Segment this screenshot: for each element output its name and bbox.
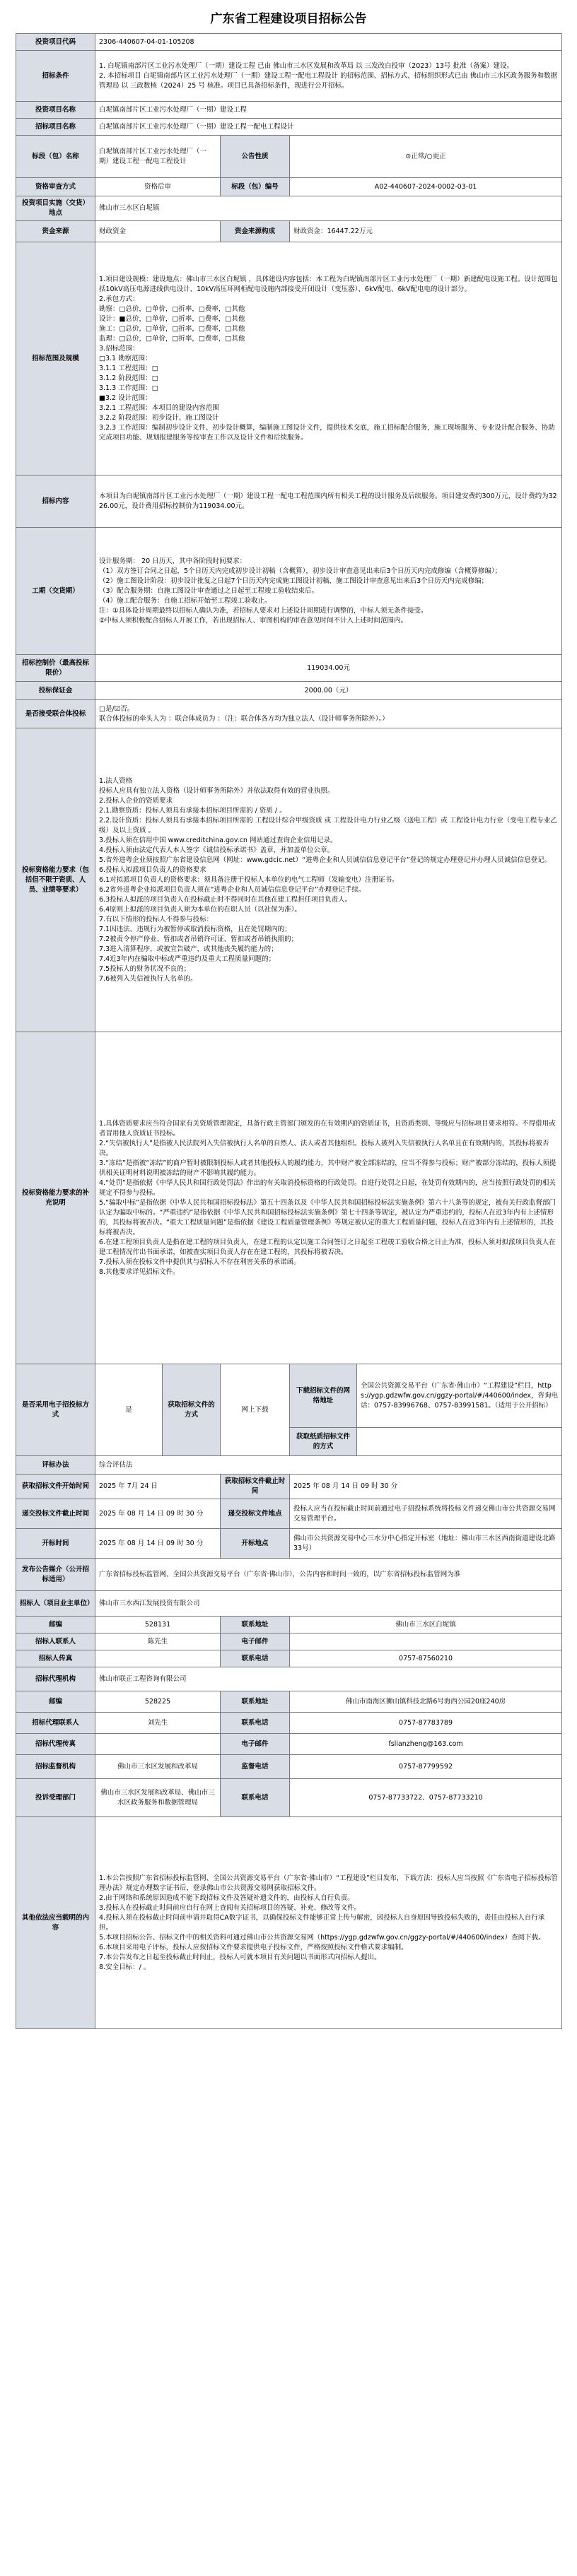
location-label: 投资项目实施（交货）地点 [16,196,95,221]
submit-place-label: 递交投标文件地点 [221,1499,290,1529]
price-label: 招标控制价（最高投标限价） [16,655,95,682]
submit-place-value: 投标人应当在投标截止时间前通过电子招投标系统将投标文件递交佛山市公共资源交易网交易管理平台。 [290,1499,562,1529]
paper-doc-label: 获取纸质招标文件的方式 [290,1428,357,1456]
agency-email-value: fslianzheng@163.com [290,1734,562,1755]
other-line: 7.本公告发布之日起至投标截止时间止，投标人可就本项目有关问题以书面形式向招标人提出。 [99,1953,381,1961]
conditions-line: 1. 白坭镇南部片区工业污水处理厂（一期）建设工程 已由 佛山市三水区发展和改革局 以 三发改白投审（2023）13号 批准（备案）建设。 [99,61,513,70]
scope-line: 2.承包方式： [99,295,139,303]
content-value: 本项目为白坭镇南部片区工业污水处理厂（一期）建设工程一配电工程范围内所有相关工程的设计服务及后续服务。项目建安费约300万元，设计费约为3226.00元，设计费用招标控制价为119034.00元。 [95,475,562,528]
tenderer-phone-value: 0757-87560210 [290,1650,562,1667]
tenderer-post-label: 邮编 [16,1617,95,1633]
qualification-line: 4.投标人须由法定代表人本人签字《诚信投标承诺书》盖章，并加盖单位公章。 [99,846,334,854]
tenderer-value: 佛山市三水西江发展投资有限公司 [95,1591,562,1617]
notice-table [16,33,562,2029]
period-line: （3）配合服务期：自施工图设计审查通过之日起至工程竣工验收结束后。 [99,586,319,595]
price-value: 119034.00元 [95,655,562,682]
location-value: 佛山市三水区白坭镇 [95,196,562,221]
lot-no-value: A02-440607-2024-0002-03-01 [290,178,562,196]
conditions-label: 招标条件 [16,51,95,102]
download-url-value[interactable]: 全国公共资源交易平台（广东省·佛山市）“工程建设”栏目，https://ygp.gdzwfw.gov.cn/ggzy-portal/#/440600/index，咨询电话：0757-83996768、0757-83991581。（适用于公开招标） [357,1364,562,1428]
qualification-line: 3.投标人须在信用中国 www.creditchina.gov.cn 网站通过查询企业信用记录。 [99,836,337,844]
other-value [95,1817,562,2029]
submit-deadline-label: 递交投标文件截止时间 [16,1499,95,1529]
obtain-method-label: 获取招标文件的方式 [163,1364,221,1456]
doc-end-value: 2025 年 08 月 14 日 09 时 30 分 [290,1475,562,1499]
consortium-note: 联合体投标的牵头人为 ：联合体成员为 ：（注：联合体各方均为独立法人（设计师事务所除外）。） [99,714,389,723]
review-label: 资格审查方式 [16,178,95,196]
qualification-line: 6.2省外进粤企业拟派项目负责人须在“进粤企业和人员诚信信息登记平台”办理登记手续。 [99,885,366,894]
qualification-line: 7.2被责令停产停业、暂扣或者吊销许可证、暂扣或者吊销执照的； [99,935,298,943]
qualification-line: 2.2.设计资质：投标人须具有承接本招标项目所需的 工程设计综合甲级资质 或 工程设计电力行业乙级（送电工程）或 工程设计电力行业（变电工程专业乙级）及以上资质 。 [99,816,557,834]
open-time-label: 开标时间 [16,1529,95,1559]
tenderer-address-value: 佛山市三水区白坭镇 [290,1617,562,1633]
scope-line: □3.1 勘察范围： [99,354,152,362]
agency-post-value: 528225 [95,1691,221,1713]
agency-email-label: 电子邮件 [221,1734,290,1755]
project-no-value: 2306-440607-04-01-105208 [95,34,562,51]
scope-line: 3.2.1 工程范围：本项目的建设内容范围 [99,403,219,412]
period-line: （4）施工配合服务：自施工招标开始至工程竣工验收止。 [99,596,272,605]
other-line: 8.安全目标：/ 。 [99,1963,151,1971]
tenderer-contact-value: 陈先生 [95,1633,221,1650]
project-name-label: 投资项目名称 [16,102,95,119]
funding-value: 财政资金 [95,221,221,242]
qualification-line: 7.1因违法、违规行为被暂停或取消投标资格，且在处罚期内的； [99,925,291,933]
open-time-value: 2025 年 08 月 14 日 09 时 30 分 [95,1529,221,1559]
consortium-label: 是否接受联合体投标 [16,700,95,728]
lot-value: 白坭镇南部片区工业污水处理厂（一期）建设工程一配电工程设计 [95,136,221,178]
doc-end-label: 获取招标文件截止时间 [221,1475,290,1499]
agency-label: 招标代理机构 [16,1667,95,1691]
tenderer-email-label: 电子邮件 [221,1633,290,1650]
credit-value [95,1032,562,1364]
content-label: 招标内容 [16,475,95,528]
qualification-line: 5.省外进粤企业须按照广东省建设信息网（网址：www.gdcic.net）“进粤企业和人员诚信信息登记平台”登记的规定办理登记并办理人员诚信信息登记。 [99,856,552,864]
review-value: 资格后审 [95,178,221,196]
qualification-line: 6.1对拟派项目负责人的资格要求：须具备注册于投标人本单位的电气工程师（发输变电）注册证书。 [99,875,399,884]
qualification-line: 7.5投标人的财务状况不良的； [99,964,191,973]
media-value: 广东省招标投标监管网、全国公共资源交易平台（广东省·佛山市），公告内容和时间一致的，以广东省招标投标监管网为准 [95,1559,562,1591]
scope-line: 设计：■总价，□单价，□折率，□费率，□其他 [99,314,245,323]
submit-deadline-value: 2025 年 08 月 14 日 09 时 30 分 [95,1499,221,1529]
credit-line: 6.在建工程项目负责人是指在建工程的项目负责人，在建工程的认定以施工合同签订之日起至工程竣工验收合格之日止为准，投标人须对拟派项目负责人在建工程情况作出书面承诺，如被查实项目负责人存在在建工程的，其投标将被否决。 [99,1238,556,1256]
project-name-value: 白坭镇南部片区工业污水处理厂（一期）建设工程 [95,102,562,119]
qualification-line: 7.有以下情形的投标人不得参与投标： [99,915,214,923]
other-line: 2.由于网络和系统原因造成不能下载招标文件及答疑补遗文件的，由投标人自行负责。 [99,1893,354,1902]
tenderer-address-label: 联系地址 [221,1617,290,1633]
project-no-label: 投资项目代码 [16,34,95,51]
complaint-value: 佛山市三水区发展和改革局、佛山市三水区政务服务和数据管理局 [95,1779,221,1817]
lot-no-label: 标段（包）编号 [221,178,290,196]
supervision-phone-value: 0757-87799592 [290,1755,562,1779]
notice-page [16,0,561,2029]
scope-line: 3.1.2 阶段范围：□ [99,374,158,382]
evaluation-label: 评标办法 [16,1456,95,1475]
doc-start-value: 2025 年 7月 24 日 [95,1475,221,1499]
deposit-label: 投标保证金 [16,682,95,700]
credit-line: 5.“骗取中标”是指依据《中华人民共和国招标投标法》第五十四条以及《中华人民共和国招标投标法实施条例》第六十八条等的规定，被有关行政监督部门认定为骗取中标的。“严重违约”是指依据《中华人民共和国招标投标法实施条例》第七十四条等规定，被认定为严重违约的，投标人在近3年内有上述情形的，其投标将被否决。“重大工程质量问题”是指依据《建设工程质量管理条例》等规定被认定的重大工程质量问题，投标人在近3年内有上述情形的，其投标将被否决。 [99,1198,556,1236]
open-place-label: 开标地点 [221,1529,290,1559]
complaint-phone-value: 0757-87733722、0757-87733210 [290,1779,562,1817]
period-line: 注：①具体设计周期最终以招标人确认为准，若招标人要求对上述设计周期进行调整的，中标人须无条件接受。 [99,606,428,615]
period-line: ②中标人须积极配合招标人开展工作，若出现招标人、审图机构的审查意见时间不计入上述时间范围内。 [99,616,408,625]
agency-address-label: 联系地址 [221,1691,290,1713]
scope-line: 施工：□总价，□单价，□折率，□费率，□其他 [99,324,245,333]
electronic-value: 是 [95,1364,163,1456]
consortium-value [95,700,562,728]
deposit-value: 2000.00（元） [95,682,562,700]
agency-contact-value: 刘先生 [95,1713,221,1734]
agency-address-value: 佛山市南海区狮山镇科技北路6号海西公园20座240房 [290,1691,562,1713]
qualification-line: 6.4原则上拟派的项目负责人须为本单位的在职人员（以社保为准）。 [99,905,301,914]
other-line: 4.投标人须在投标截止时间前申请并取得CA数字证书，以确保投标文件能够正常上传与解密，因投标人自身原因导致投标失败的，责任由投标人自行承担。 [99,1913,545,1932]
conditions-line: 2. 本招标项目 白坭镇南部片区工业污水处理厂（一期）建设工程一配电工程设计 的招标范围、招标方式、招标组织形式已由 佛山市三水区政务服务和数据管理局 以 三政数核（2024）25 号 核准。项目已具备招标条件，现进行公开招标。 [99,71,558,90]
tenderer-contact-label: 招标人联系人 [16,1633,95,1650]
supervision-value: 佛山市三水区发展和改革局 [95,1755,221,1779]
agency-phone-label: 联系电话 [221,1713,290,1734]
tenderer-phone-label: 联系电话 [221,1650,290,1667]
other-line: 5.本项目招标公告、招标文件中的相关资料可通过佛山市公共资源交易网（https://ygp.gdzwfw.gov.cn/ggzy-portal/#/440600/index）查阅下载。 [99,1933,545,1942]
qualification-line: 7.3进入清算程序，或被宣告破产，或其他丧失履约能力的； [99,945,278,953]
qualification-line: 2.1.勘察资质：投标人须具有承接本招标项目所需的 / 资质 / 。 [99,806,286,815]
doc-start-label: 获取招标文件开始时间 [16,1475,95,1499]
tender-name-value: 白坭镇南部片区工业污水处理厂（一期）建设工程一配电工程设计 [95,119,562,136]
period-value [95,528,562,655]
tenderer-label: 招标人（项目业主单位） [16,1591,95,1617]
agency-contact-label: 招标代理联系人 [16,1713,95,1734]
media-label: 发布公告媒介（公开招标适用） [16,1559,95,1591]
other-line: 6.本项目采用电子评标，投标人应按招标文件要求提供电子投标文件，严格按照投标文件格式要求编制。 [99,1943,408,1951]
open-place-value: 佛山市公共资源交易中心三水分中心指定开标室（地址：佛山市三水区西南街道建设北路33号） [290,1529,562,1559]
credit-line: 4.“处罚”是指依据《中华人民共和国行政处罚法》作出的有关取消投标资格的行政处罚。自进行处罚之日起，在处罚有效期内的，应当按照行政处罚的相关规定不得参与投标。 [99,1178,556,1197]
credit-line: 7.投标人须在投标文件中提供其与招标人不存在利害关系的承诺函。 [99,1258,301,1266]
scope-line: 3.招标范围： [99,344,139,353]
qualification-line: 6.投标人拟派项目负责人的资格要求 [99,865,206,874]
evaluation-value: 综合评估法 [95,1456,562,1475]
scope-line: 监理：□总价，□单价，□折率，□费率，□其他 [99,334,245,343]
paper-doc-value [357,1428,562,1456]
tenderer-post-value: 528131 [95,1617,221,1633]
scope-line: 3.1.3 工作范围：□ [99,384,158,392]
consortium-choice: □是/☑否。 [99,704,134,713]
scope-line: 1.项目建设规模：建设地点：佛山市三水区白坭镇 ，具体建设内容包括：本工程为白坭镇南部片区工业污水处理厂（一期）新建配电设施工程。设计范围包括10kV高压电源进线供电设计、10kV高压环网柜配电设施内部接受开闭设计（变压器）、6kV配电、6kV配电电的设计部分。 [99,275,558,293]
scope-value [95,242,562,475]
lot-label: 标段（包）名称 [16,136,95,178]
other-line: 3.投标人在投标截止时间前应自行在网上查阅有关招标项目的答疑、补充、修改等文件。 [99,1903,361,1912]
qualification-value [95,728,562,1032]
notice-type-label: 公告性质 [221,136,290,178]
scope-label: 招标范围及规模 [16,242,95,475]
qualification-line: 2.投标人企业的资质要求 [99,796,173,805]
period-line: （2）施工图设计阶段：初步设计批复之日起7个日历天内完成施工图设计初稿，施工图设计审查意见出来后3个日历天内完成修编； [99,577,489,585]
credit-label: 投标资格能力要求的补充说明 [16,1032,95,1364]
credit-line: 2.“失信被执行人”是指被人民法院列入失信被执行人名单的自然人、法人或者其他组织。投标人被列入失信被执行人名单且在有效期内的，其投标将被否决。 [99,1139,549,1157]
agency-fax-label: 招标代理传真 [16,1734,95,1755]
tenderer-fax-value [95,1650,221,1667]
period-line: （1）双方签订合同之日起，5个日历天内完成初步设计初稿（含概算），初步设计审查意见出来后3个日历天内完成修编（含概算修编）； [99,567,502,575]
agency-fax-value [95,1734,221,1755]
qualification-label: 投标资格能力要求（包括但不限于资质、人员、业绩等要求） [16,728,95,1032]
funding-structure-label: 资金来源构成 [221,221,290,242]
credit-line: 3.“冻结”是指被“冻结”的商户暂时被限制投标人或者其他投标人的履约能力，其中财产被全部冻结的，应当不得参与投标；财产被部分冻结的，投标人须提供相关证明材料说明被冻结的财产不影响其履约能力。 [99,1159,556,1177]
obtain-method-value: 网上下载 [221,1364,290,1456]
scope-line: 勘察：□总价，□单价，□折率，□费率，□其他 [99,305,245,313]
complaint-label: 投诉受理部门 [16,1779,95,1817]
other-label: 其他依法应当载明的内容 [16,1817,95,2029]
supervision-phone-label: 监督电话 [221,1755,290,1779]
page-title: 广东省工程建设项目招标公告 [210,12,367,26]
tender-name-label: 招标项目名称 [16,119,95,136]
other-line: 1.本公告按照广东省招标投标监管网、全国公共资源交易平台（广东省·佛山市）“工程建设”栏目发布，下载方法：投标人应当按照《广东省电子招标投标管理办法》规定办理数字证书后，登录佛山市公共资源交易网获取招标文件。 [99,1874,558,1892]
qualification-line: 7.6被列入失信被执行人名单的。 [99,974,197,983]
scope-line: 3.2.2 阶段范围：初步设计、施工图设计 [99,413,219,422]
scope-line: ■3.2 设计范围： [99,394,152,402]
funding-structure-value: 财政资金：16447.22万元 [290,221,562,242]
download-url-label: 下载招标文件的网络地址 [290,1364,357,1428]
conditions-value [95,51,562,102]
scope-line: 3.2.3 工作范围：编制初步设计文件、初步设计概算，编制施工图设计文件，提供技术交底，施工招标配合服务，施工现场服务、专业设计配合服务、协助完成项目功能、规划报建服务等按审查工作以及设计文件和后续服务。 [99,423,555,442]
tenderer-email-value [290,1633,562,1650]
credit-line: 8.其他要求详见招标文件。 [99,1268,180,1276]
period-line: 设计服务期： 20 日历天，其中各阶段时间要求： [99,557,247,565]
notice-type-value: ⊙正常/○更正 [290,136,562,178]
agency-value: 佛山市联正工程咨询有限公司 [95,1667,562,1691]
qualification-line: 1.法人资格 [99,776,133,785]
funding-label: 资金来源 [16,221,95,242]
qualification-line: 投标人应具有独立法人资格（设计师事务所除外）并依法取得有效的营业执照。 [99,786,334,795]
qualification-line: 6.3投标人拟派的项目负责人在投标截止时不得同时在其他在建工程担任项目负责人。 [99,895,352,904]
credit-line: 1.具体资质要求应当符合国家有关资质管理规定，具备行政主管部门颁发的在有效期内的资质证书，且资质类别、等级应与招标项目要求相符。不得借用或者冒用他人资质证书投标。 [99,1119,556,1138]
supervision-label: 招标监督机构 [16,1755,95,1779]
electronic-label: 是否采用电子招投标方式 [16,1364,95,1456]
period-label: 工期（交货期） [16,528,95,655]
complaint-phone-label: 联系电话 [221,1779,290,1817]
agency-phone-value: 0757-87783789 [290,1713,562,1734]
agency-post-label: 邮编 [16,1691,95,1713]
qualification-line: 7.4近3年内在骗取中标或严重违约及重大工程质量问题的； [99,955,276,963]
tenderer-fax-label: 招标人传真 [16,1650,95,1667]
scope-line: 3.1.1 工程范围：□ [99,364,158,372]
